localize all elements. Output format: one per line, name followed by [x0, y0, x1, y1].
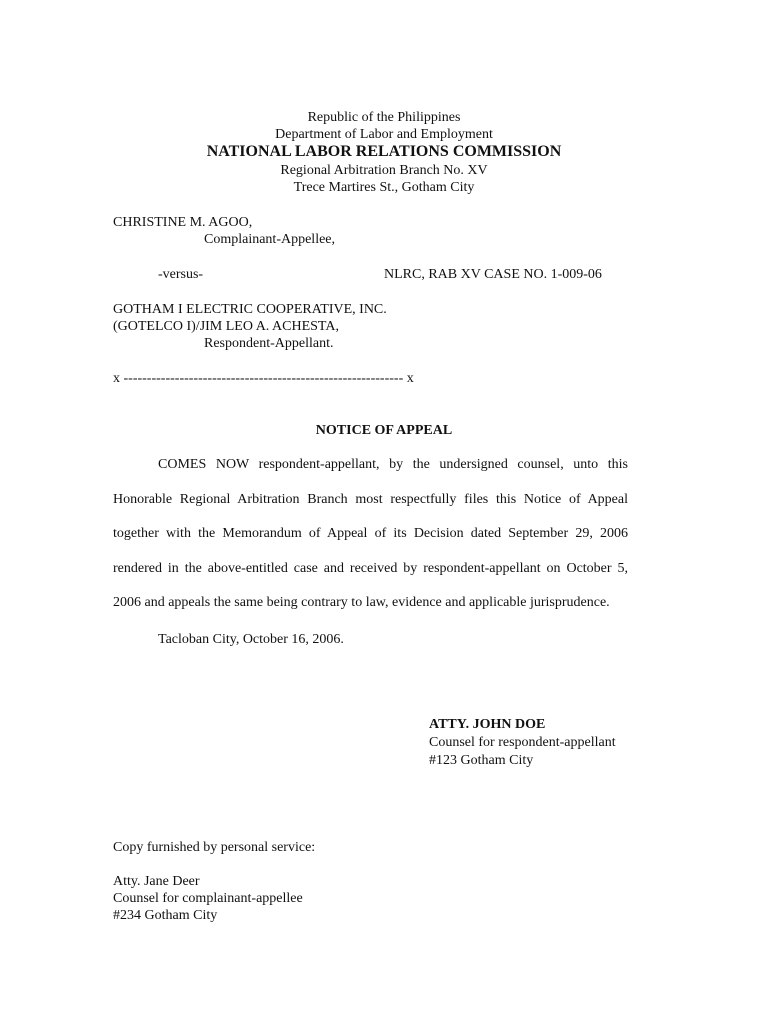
copy-furnished-address: #234 Gotham City: [113, 908, 218, 923]
copy-furnished-role: Counsel for complainant-appellee: [113, 891, 303, 906]
header-agency: NATIONAL LABOR RELATIONS COMMISSION: [206, 143, 562, 160]
body-paragraph: COMES NOW respondent-appellant, by the undersigned counsel, unto this Honorable Regional Arbitration Branch most respectfully files this Notice of Appeal together with the Memorandum of Appeal of its Decision dated September 29, 2006 rendered in the above-entitled case and received by respondent-appellant on October 5, 2006 and appeals the same being contrary to law, evidence and applicable jurisprudence.: [113, 457, 628, 610]
header-republic: Republic of the Philippines: [307, 110, 461, 125]
signatory-role: Counsel for respondent-appellant: [429, 735, 616, 750]
header-branch: Regional Arbitration Branch No. XV: [280, 163, 488, 178]
copy-furnished-name: Atty. Jane Deer: [113, 874, 200, 889]
header-department: Department of Labor and Employment: [275, 127, 493, 142]
respondent-role: Respondent-Appellant.: [204, 336, 334, 351]
respondent-name-line1: GOTHAM I ELECTRIC COOPERATIVE, INC.: [113, 302, 387, 317]
signatory-address: #123 Gotham City: [429, 753, 534, 768]
document-title: NOTICE OF APPEAL: [315, 423, 453, 438]
respondent-name-line2: (GOTELCO I)/JIM LEO A. ACHESTA,: [113, 319, 339, 334]
complainant-name: CHRISTINE M. AGOO,: [113, 215, 253, 230]
versus-label: -versus-: [158, 267, 204, 282]
complainant-role: Complainant-Appellee,: [204, 232, 336, 247]
case-number: NLRC, RAB XV CASE NO. 1-009-06: [384, 267, 602, 282]
copy-furnished-label: Copy furnished by personal service:: [113, 840, 316, 855]
place-date: Tacloban City, October 16, 2006.: [158, 632, 344, 647]
signatory-name: ATTY. JOHN DOE: [429, 717, 546, 732]
header-address: Trece Martires St., Gotham City: [293, 180, 475, 195]
caption-separator: x ------------------------------------------------------------ x: [113, 371, 414, 386]
